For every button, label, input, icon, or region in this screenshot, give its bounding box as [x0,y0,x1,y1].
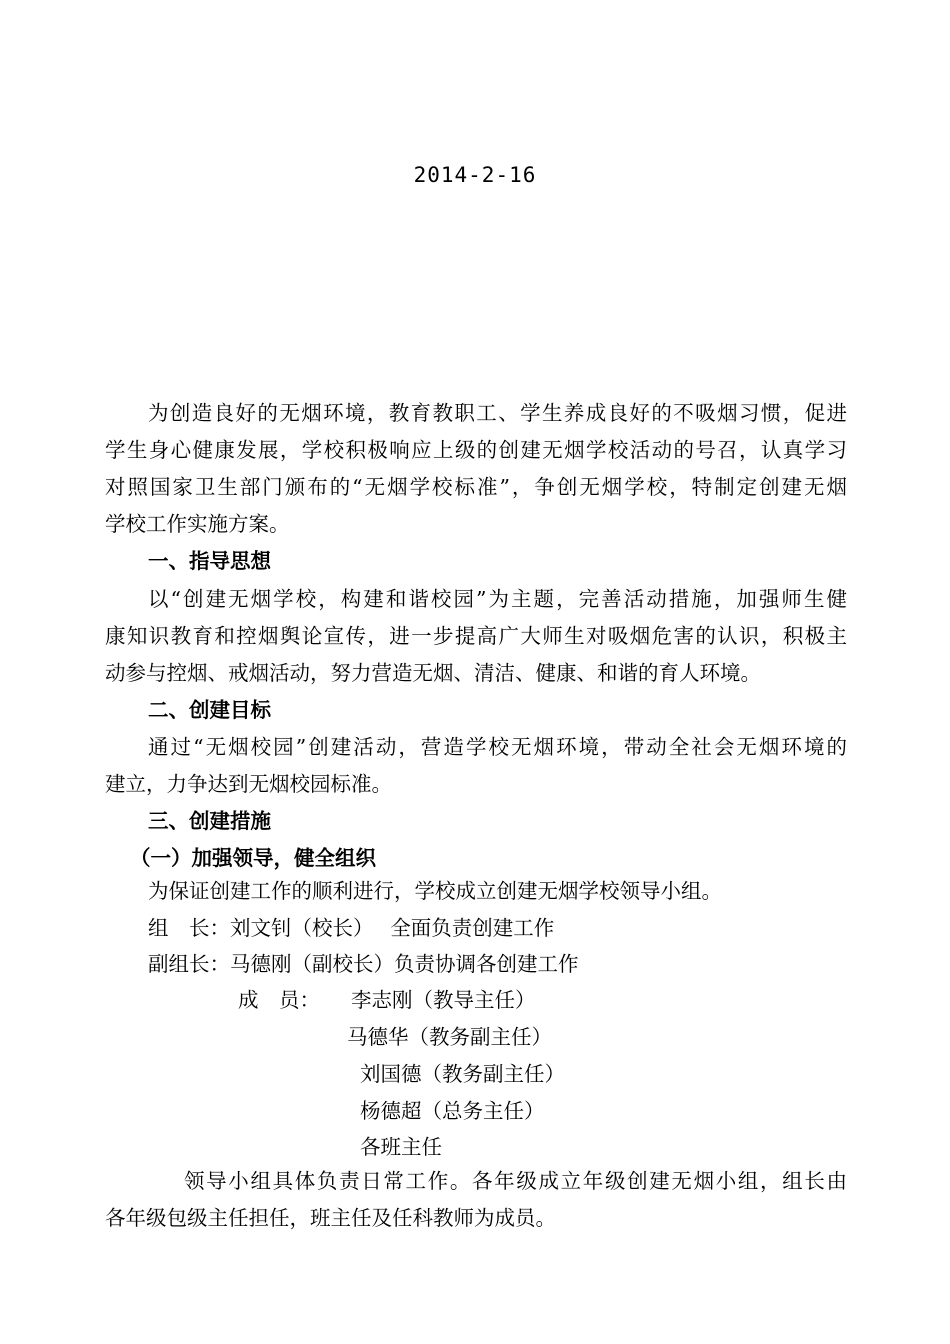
member-item: 李志刚（教导主任） [351,988,536,1012]
member-item: 马德华（教务副主任） [347,1025,552,1049]
section-line: 通过“无烟校园”创建活动，营造学校无烟环境，带动全社会无烟环境的 [148,735,847,759]
section-heading: 三、创建措施 [148,809,271,833]
intro-line: 学校工作实施方案。 [105,512,290,536]
section-line: 康知识教育和控烟舆论宣传，进一步提高广大师生对吸烟危害的认识，积极主 [105,624,847,648]
section-heading: 一、指导思想 [148,549,271,573]
intro-line: 为创造良好的无烟环境，教育教职工、学生养成良好的不吸烟习惯，促进 [148,401,847,425]
leader-line: 组 长：刘文钊（校长） 全面负责创建工作 [148,916,555,940]
closing-line: 各年级包级主任担任，班主任及任科教师为成员。 [105,1206,556,1230]
deputy-line: 副组长：马德刚（副校长）负责协调各创建工作 [148,952,579,976]
section-line: 以“创建无烟学校，构建和谐校园”为主题，完善活动措施，加强师生健 [148,587,847,611]
intro-line: 学生身心健康发展，学校积极响应上级的创建无烟学校活动的号召，认真学习 [105,438,847,462]
member-item: 刘国德（教务副主任） [360,1062,565,1086]
section-heading: 二、创建目标 [148,698,271,722]
section-line: 建立，力争达到无烟校园标准。 [105,772,392,796]
closing-line: 领导小组具体负责日常工作。各年级成立年级创建无烟小组，组长由 [184,1169,847,1193]
section-line: 动参与控烟、戒烟活动，努力营造无烟、清洁、健康、和谐的育人环境。 [105,661,761,685]
document-date: 2014-2-16 [413,163,537,187]
member-item: 各班主任 [360,1135,442,1159]
member-item: 杨德超（总务主任） [360,1099,545,1123]
intro-line: 对照国家卫生部门颁布的“无烟学校标准”，争创无烟学校，特制定创建无烟 [105,475,847,499]
paragraph-line: 为保证创建工作的顺利进行，学校成立创建无烟学校领导小组。 [148,879,722,903]
members-label: 成 员： [238,988,320,1012]
subsection-heading: （一）加强领导，健全组织 [130,846,376,870]
